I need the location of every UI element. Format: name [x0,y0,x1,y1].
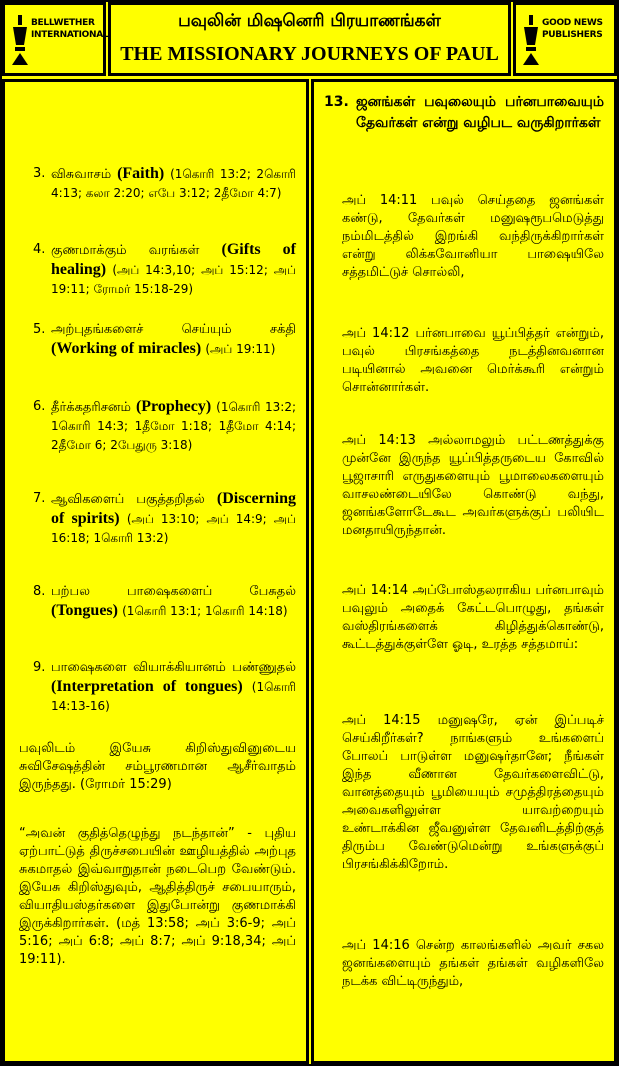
list-item-interpretation [33,658,296,716]
page-title-tamil: பவுலின் மிஷனெரி பிரயாணங்கள் [178,11,441,31]
list-item-miracles [33,320,296,359]
item-reference: (அப் 14:3,10; அப் 15:12; அப் 19:11; ரோமர் 15:18-29) [51,263,297,296]
list-item-prophecy [33,397,296,455]
item-tamil: ஆவிகளைப் பகுத்தறிதல் [51,492,205,507]
title-box [108,2,511,76]
item-english: (Faith) [117,165,165,182]
verse-14-15: அப் 14:15 மனுஷரே, ஏன் இப்படிச் செய்கிறீர்கள்? நாங்களும் உங்களைப் போலப் பாடுள்ள மனுஷர்தானே; நீங்கள் இந்த வீணான தேவர்களைவிட்டு, வானத்தையும் பூமியையும் சமுத்திரத்தையும் அவைகளிலுள்ள யாவற்றையும் உண்டாக்கின ஜீவனுள்ள தேவனிடத்திற்குத் திரும்ப வேண்டுமென்று உங்களுக்குப் பிரசங்கிக்கிறோம். [342,713,604,872]
bellwether-logo-box [2,2,109,76]
left-column [2,79,309,1064]
verse-14-14: அப் 14:14 அப்போஸ்தலராகிய பர்னபாவும் பவுலும் அதைக் கேட்டபொழுது, தங்கள் வஸ்திரங்களைக் கிழித்துக்கொண்டு, கூட்டத்துக்குள்ளே ஓடி, உரத்த சத்தமாய்: [342,583,604,652]
item-english: (Prophecy) [135,398,212,415]
item-english: (Gifts of healing) [51,241,297,278]
verse-14-12: அப் 14:12 பர்னபாவை யூப்பித்தர் என்றும், பவுல் பிரசங்கத்தை நடத்தினவனான படியினால் அவனை மெர்க்கூரி என்றும் சொன்னார்கள். [342,326,604,395]
item-number: 5. [33,322,46,337]
lamp-icon [522,15,540,65]
item-tamil: தீர்க்கதரிசனம் [51,400,131,415]
item-tamil: விசுவாசம் [51,167,112,182]
verse-14-13: அப் 14:13 அல்லாமலும் பட்டணத்துக்கு முன்னே இருந்த யூப்பித்தருடைய கோவில் பூஜாசாரி எருதுகளையும் பூமாலைகளையும் வாசலண்டையிலே கொண்டு வந்து, ஜனங்களோடேகூட அவர்களுக்குப் பலியிட மனதாயிருந்தான். [342,433,604,538]
item-number: 3. [33,166,46,181]
item-reference: (1கொரி 13:2; 1கொரி 14:3; 1தீமோ 1:18; 1தீமோ 4:14; 2தீமோ 6; 2பேதுரு 3:18) [51,400,296,452]
item-english: (Discerning of spirits) [51,490,296,527]
item-number: 4. [33,242,46,257]
healing-paragraph: “அவன் குதித்தெழுந்து நடந்தான்” - புதிய ஏற்பாட்டுத் திருச்சபையின் ஊழியத்தில் அற்புத சுகமாதல் இவ்வாறுதான் நடைபெற வேண்டும். இயேசு கிறிஸ்துவும், ஆதித்திருச் சபையாரும், வியாதியஸ்தர்களை இதுபோன்று குணமாக்கி இருக்கிறார்கள். (மத் 13:58; அப் 3:6-9; அப் 5:16; அப் 6:8; அப் 8:7; அப் 9:18,34; அப் 19:11). [19,826,296,967]
section-heading [324,92,604,134]
list-item-faith [33,164,296,203]
item-number: 7. [33,491,46,506]
section-title: ஜனங்கள் பவுலையும் பர்னபாவையும் தேவர்கள் என்று வழிபட வருகிறார்கள் [356,94,604,131]
item-tamil: பாஷைகளை வியாக்கியானம் பண்ணுதல் [51,660,296,675]
item-reference: (அப் 19:11) [205,342,276,356]
item-reference: (1கொரி 13:2; 2கொரி 4:13; கலா 2:20; எபே 3:12; 2தீமோ 4:7) [51,167,296,200]
list-item-discerning [33,489,296,548]
item-reference: (1கொரி 13:1; 1கொரி 14:18) [122,604,288,618]
item-english: (Working of miracles) [51,340,202,357]
lamp-icon [11,15,29,65]
item-number: 8. [33,584,46,599]
item-english: (Tongues) [51,602,118,619]
list-item-tongues [33,582,296,621]
logo-left-text: BELLWETHER INTERNATIONAL [31,18,109,40]
item-tamil: குணமாக்கும் வரங்கள் [51,243,200,258]
item-number: 6. [33,399,46,414]
goodnews-logo-box [513,2,617,76]
right-column [311,79,617,1064]
page-title-english: THE MISSIONARY JOURNEYS OF PAUL [120,43,499,65]
item-reference: (அப் 13:10; அப் 14:9; அப் 16:18; 1கொரி 13:2) [51,512,296,545]
verse-14-16: அப் 14:16 சென்ற காலங்களில் அவர் சகல ஜனங்களையும் தங்கள் தங்கள் வழிகளிலே நடக்க விட்டிருந்தும், [342,938,604,989]
logo-right-text: GOOD NEWS PUBLISHERS [542,18,603,40]
item-number: 9. [33,660,46,675]
section-number: 13. [324,94,349,110]
item-english: (Interpretation of tongues) [51,678,243,695]
list-item-healing [33,240,296,299]
item-tamil: பற்பல பாஷைகளைப் பேசுதல் [51,584,296,599]
item-tamil: அற்புதங்களைச் செய்யும் சக்தி [51,322,296,337]
blessing-paragraph: பவுலிடம் இயேசு கிறிஸ்துவினுடைய சுவிசேஷத்தின் சம்பூரணமான ஆசீர்வாதம் இருந்தது. (ரோமர் 15:29) [19,741,296,792]
item-reference: (1கொரி 14:13-16) [51,680,297,713]
verse-14-11: அப் 14:11 பவுல் செய்ததை ஜனங்கள் கண்டு, தேவர்கள் மனுஷரூபமெடுத்து நம்மிடத்தில் இறங்கி வந்திருக்கிறார்கள் என்று லிக்கவோனியா பாஷையிலே சத்தமிட்டுச் சொல்லி, [342,193,604,280]
